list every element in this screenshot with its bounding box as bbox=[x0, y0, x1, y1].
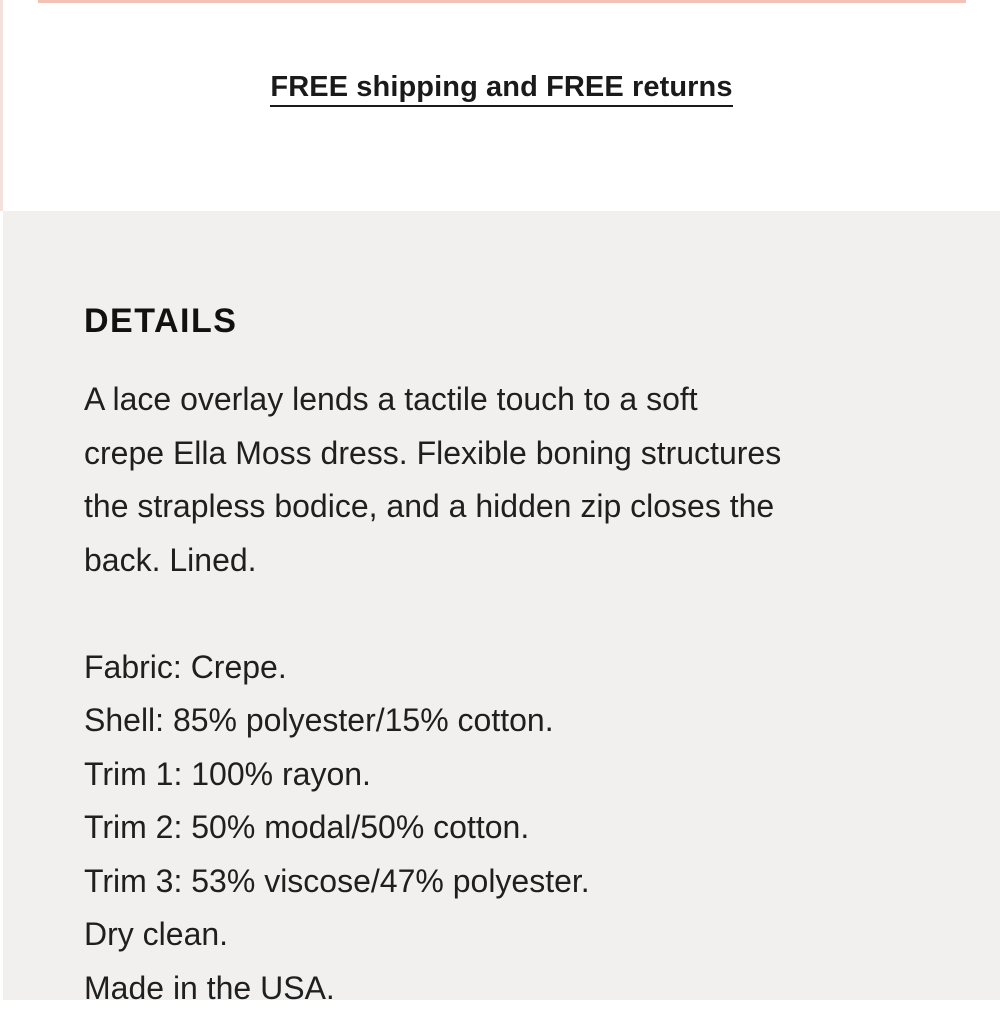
product-specs bbox=[84, 641, 944, 1015]
description-line: the strapless bodice, and a hidden zip closes the bbox=[84, 480, 944, 534]
description-line: A lace overlay lends a tactile touch to a soft bbox=[84, 373, 944, 427]
details-heading: DETAILS bbox=[84, 301, 237, 341]
spec-trim-2: Trim 2: 50% modal/50% cotton. bbox=[84, 801, 944, 855]
shipping-banner bbox=[3, 3, 1000, 211]
spec-fabric: Fabric: Crepe. bbox=[84, 641, 944, 695]
description-line: crepe Ella Moss dress. Flexible boning structures bbox=[84, 427, 944, 481]
paragraph-spacer bbox=[84, 587, 944, 641]
details-body bbox=[84, 373, 944, 1015]
spec-origin: Made in the USA. bbox=[84, 962, 944, 1015]
details-section bbox=[3, 211, 1000, 1000]
description-line: back. Lined. bbox=[84, 534, 944, 588]
spec-trim-3: Trim 3: 53% viscose/47% polyester. bbox=[84, 855, 944, 909]
spec-trim-1: Trim 1: 100% rayon. bbox=[84, 748, 944, 802]
product-description bbox=[84, 373, 944, 587]
free-shipping-returns-link[interactable]: FREE shipping and FREE returns bbox=[270, 70, 732, 107]
spec-shell: Shell: 85% polyester/15% cotton. bbox=[84, 694, 944, 748]
spec-care: Dry clean. bbox=[84, 908, 944, 962]
